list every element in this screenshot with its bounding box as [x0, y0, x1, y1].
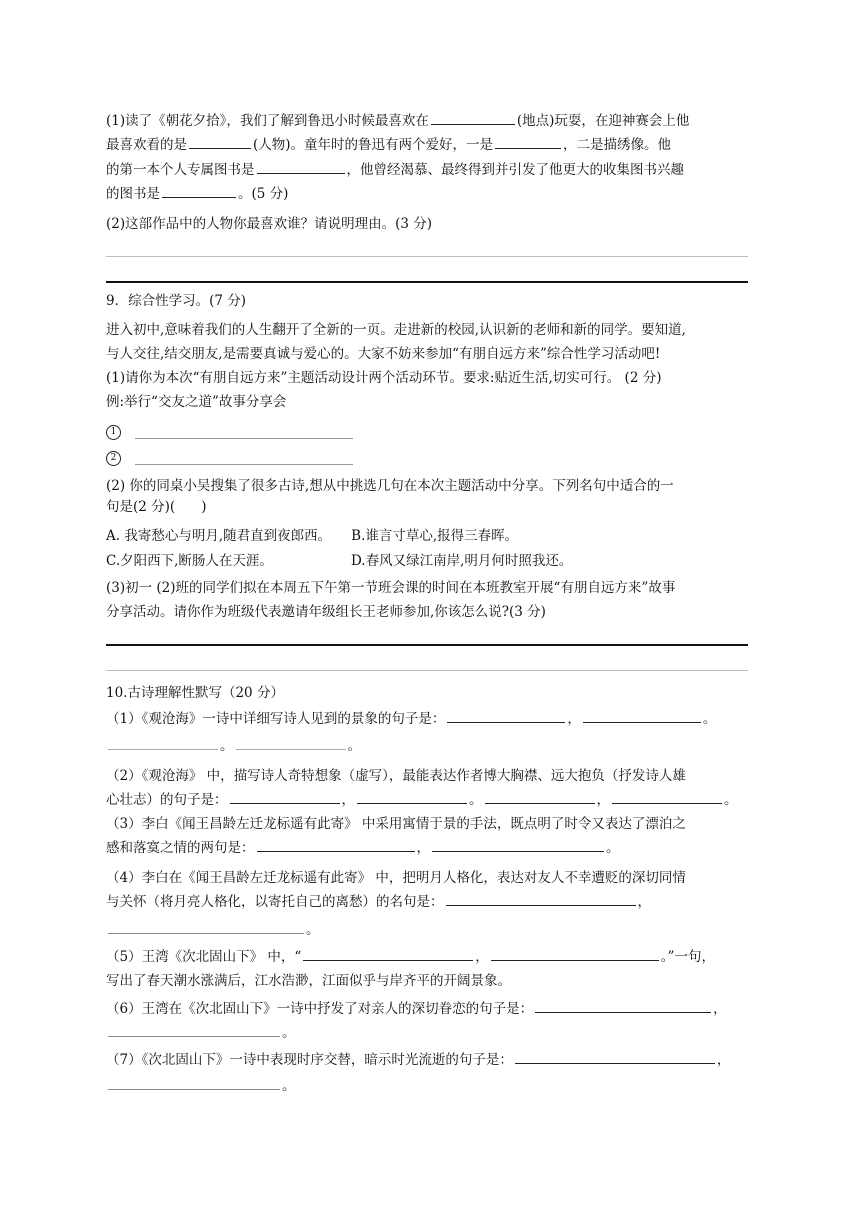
q10-item6-continue: [106, 1021, 750, 1045]
text: 的第一本个人专属图书是: [106, 162, 255, 178]
punct: ，: [416, 840, 430, 856]
text: 感和落寞之情的两句是：: [106, 840, 255, 856]
q10-item5-line1: [106, 945, 750, 969]
answer-blank[interactable]: [495, 134, 561, 149]
q10-item2-line1: （2）《观沧海》 中，描写诗人奇特想象（虚写），最能表达作者博大胸襟、远大抱负（抒发诗人雄: [106, 768, 686, 784]
answer-blank[interactable]: [446, 891, 636, 906]
q10-item3-line1: （3）李白《闻王昌龄左迁龙标遥有此寄》 中采用寓情于景的手法，既点明了时令又表达了漂泊之: [106, 816, 686, 832]
q10-item4-line1: （4）李白在《闻王昌龄左迁龙标遥有此寄》 中，把明月人格化，表达对友人不幸遭贬的深切同情: [106, 870, 686, 886]
q10-item5-line2: 写出了春天潮水涨满后，江水浩渺，江面似乎与岸齐平的开阔景象。: [106, 973, 511, 989]
text: （6）王湾在《次北固山下》一诗中抒发了对亲人的深切眷恋的句子是：: [106, 1001, 534, 1017]
text: 最喜欢看的是: [106, 137, 187, 153]
answer-blank[interactable]: [491, 946, 659, 961]
answer-blank[interactable]: [236, 735, 346, 750]
q10-title: 10.古诗理解性默写（20 分）: [106, 685, 284, 701]
q8-part1-line1: [106, 109, 750, 133]
punct: 。: [306, 922, 320, 938]
text: 的图书是: [106, 186, 160, 202]
q9-sub3-line1: (3)初一 (2)班的同学们拟在本周五下午第一节班会课的时间在本班教室开展“有朋自远方来”故事: [106, 580, 676, 596]
punct: ，: [713, 1001, 727, 1017]
q9-sub3-line2: 分享活动。请你作为班级代表邀请年级组长王老师参加,你该怎么说?(3 分): [106, 604, 546, 620]
answer-blank[interactable]: [485, 789, 595, 804]
text: （7）《次北固山下》一诗中表现时序交替，暗示时光流逝的句子是：: [106, 1052, 513, 1068]
q8-part1-line2: [106, 133, 750, 157]
punct: ，: [596, 792, 610, 808]
answer-line[interactable]: [106, 644, 748, 646]
punct: ，: [341, 792, 355, 808]
option-c: C.夕阳西下,断肠人在天涯。: [106, 553, 273, 569]
punct: 。: [606, 840, 620, 856]
punct: ，: [475, 949, 489, 965]
text: 心壮志）的句子是：: [106, 792, 228, 808]
punct: 。: [282, 1078, 296, 1094]
q9-options-cd: [106, 549, 750, 573]
punct: 。: [220, 738, 234, 754]
q9-answer-row-2: [106, 446, 750, 470]
text: ): [201, 499, 207, 515]
answer-blank[interactable]: [257, 159, 345, 174]
q9-sub2-line2: [106, 495, 750, 519]
option-a: A. 我寄愁心与明月,随君直到夜郎西。: [106, 528, 332, 544]
q10-item1-continue: [106, 734, 750, 758]
answer-blank[interactable]: [108, 1075, 280, 1090]
q9-title: 9．综合性学习。(7 分): [106, 293, 247, 309]
answer-blank[interactable]: [189, 134, 251, 149]
q9-answer-row-1: [106, 420, 750, 444]
answer-blank[interactable]: [108, 735, 218, 750]
q10-item4-continue: [106, 918, 750, 942]
answer-line[interactable]: [106, 670, 748, 671]
q9-options-ab: [106, 524, 750, 548]
answer-blank[interactable]: [583, 708, 701, 723]
q9-sub2-line1: (2) 你的同桌小吴搜集了很多古诗,想从中挑选几句在本次主题活动中分享。下列名句中适合的一: [106, 478, 674, 494]
text: 句是(2 分)(: [106, 499, 176, 515]
answer-blank[interactable]: [515, 1049, 715, 1064]
answer-blank[interactable]: [612, 789, 722, 804]
punct: 。: [702, 711, 717, 727]
circled-number-2: 2: [106, 451, 121, 466]
q8-part1-line4: [106, 182, 750, 206]
text: （5）王湾《次北固山下》 中，“: [106, 949, 302, 965]
option-b: B.谁言寸草心,报得三春晖。: [351, 528, 519, 544]
q9-sub1-example: 例:举行“交友之道”故事分享会: [106, 394, 287, 410]
text: ，他曾经渴慕、最终得到并引发了他更大的收集图书兴趣: [346, 162, 684, 178]
answer-blank[interactable]: [108, 1022, 280, 1037]
text: ，二是描绣像。他: [563, 137, 672, 153]
q10-item7-line1: [106, 1048, 750, 1072]
answer-blank[interactable]: [535, 998, 711, 1013]
answer-line[interactable]: [106, 256, 748, 257]
q9-intro-line1: 进入初中,意味着我们的人生翻开了全新的一页。走进新的校园,认识新的老师和新的同学。要知道,: [106, 322, 686, 338]
punct: ，: [716, 1052, 731, 1068]
punct: 。: [469, 792, 483, 808]
q10-item2-line2: [106, 788, 750, 812]
text: 与关怀（将月亮人格化，以寄托自己的离愁）的名句是：: [106, 894, 444, 910]
answer-blank[interactable]: [303, 946, 473, 961]
answer-blank[interactable]: [431, 110, 515, 125]
answer-blank[interactable]: [162, 183, 236, 198]
answer-line[interactable]: [135, 452, 353, 465]
q10-item6-line1: [106, 997, 750, 1021]
q9-sub1: (1)请你为本次“有朋自远方来”主题活动设计两个活动环节。要求:贴近生活,切实可行。 (2 分): [106, 370, 662, 386]
text: 。”一句，: [660, 949, 715, 965]
answer-line[interactable]: [135, 426, 353, 439]
punct: 。: [282, 1025, 296, 1041]
answer-blank[interactable]: [432, 837, 604, 852]
text: 。(5 分): [238, 186, 289, 202]
answer-blank[interactable]: [357, 789, 467, 804]
punct: 。: [724, 792, 738, 808]
q8-part1-line3: [106, 158, 750, 182]
punct: ，: [567, 711, 581, 727]
q10-item4-line2: [106, 890, 750, 914]
q10-item7-continue: [106, 1074, 750, 1098]
circled-number-1: 1: [106, 425, 121, 440]
text: (人物)。童年时的鲁迅有两个爱好，一是: [253, 137, 494, 153]
answer-blank[interactable]: [108, 919, 304, 934]
answer-blank[interactable]: [447, 708, 565, 723]
answer-blank[interactable]: [230, 789, 340, 804]
text: (1)读了《朝花夕拾》，我们了解到鲁迅小时候最喜欢在: [106, 113, 429, 129]
q8-part2: (2)这部作品中的人物你最喜欢谁？请说明理由。(3 分): [106, 216, 433, 232]
q9-intro-line2: 与人交往,结交朋友,是需要真诚与爱心的。大家不妨来参加“有朋自远方来”综合性学习活动吧!: [106, 346, 661, 362]
answer-line[interactable]: [106, 281, 748, 283]
punct: ，: [637, 894, 651, 910]
answer-blank[interactable]: [257, 837, 415, 852]
text: （1）《观沧海》一诗中详细写诗人见到的景象的句子是：: [106, 711, 446, 727]
q10-item1: [106, 707, 750, 731]
punct: 。: [347, 738, 361, 754]
q10-item3-line2: [106, 836, 750, 860]
option-d: D.春风又绿江南岸,明月何时照我还。: [350, 553, 573, 569]
text: (地点)玩耍，在迎神赛会上他: [516, 113, 690, 129]
